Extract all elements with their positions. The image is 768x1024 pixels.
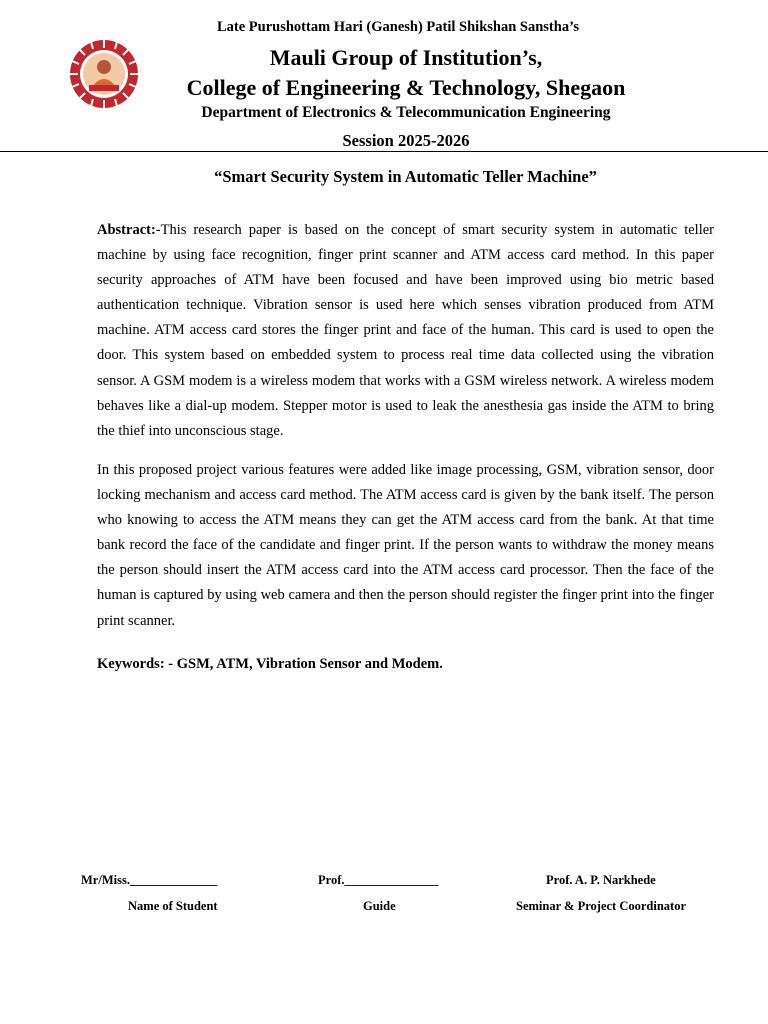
institution-logo [61, 37, 147, 111]
guide-signature-line: Prof._______________ [318, 873, 439, 887]
student-signature-line: Mr/Miss.______________ [81, 873, 218, 887]
keywords: Keywords: - GSM, ATM, Vibration Sensor and Modem. [97, 656, 443, 672]
paper-title: “Smart Security System in Automatic Teller Machine” [214, 167, 597, 186]
college-name: College of Engineering & Technology, Shegaon [186, 75, 626, 100]
body-paragraph: In this proposed project various features were added like image processing, GSM, vibration sensor, door locking mechanism and access card method. The ATM access card is given by the bank itself. The person who knowing to access the ATM means they can get the ATM access card from the bank. At that time bank record the face of the candidate and finger print. If the person wants to withdraw the money means the person should insert the ATM access card into the ATM access card processor. Then the face of the human is captured by using web camera and then the person should register the finger print into the finger print scanner. [97, 462, 714, 629]
header-divider [0, 151, 768, 152]
coordinator-label: Seminar & Project Coordinator [516, 899, 686, 913]
guide-signature-label: Guide [363, 899, 396, 913]
abstract-text: -This research paper is based on the concept of smart security system in automatic teller machine by using face recognition, finger print scanner and ATM access card method. In this paper security approaches of ATM have been focused and have been improved using bio metric based authentication technique. Vibration sensor is used here which senses vibration produced from ATM machine. ATM access card stores the finger print and face of the human. This card is used to open the door. This system based on embedded system to process real time data collected using the vibration sensor. A GSM modem is a wireless modem that works with a GSM wireless network. A wireless modem behaves like a dial-up modem. Stepper motor is used to leak the anesthesia gas inside the ATM to bring the thief into unconscious stage. [97, 222, 714, 439]
abstract-label: Abstract: [97, 222, 156, 238]
session-label: Session 2025-2026 [342, 131, 470, 150]
society-name: Late Purushottam Hari (Ganesh) Patil Shikshan Sanstha’s [216, 19, 580, 35]
institution-seal-icon [61, 37, 147, 111]
department-name: Department of Electronics & Telecommunication Engineering [201, 104, 611, 121]
student-signature-label: Name of Student [128, 899, 218, 913]
coordinator-name: Prof. A. P. Narkhede [546, 873, 656, 887]
abstract-paragraph [97, 218, 714, 444]
group-name: Mauli Group of Institution’s, [269, 45, 543, 70]
